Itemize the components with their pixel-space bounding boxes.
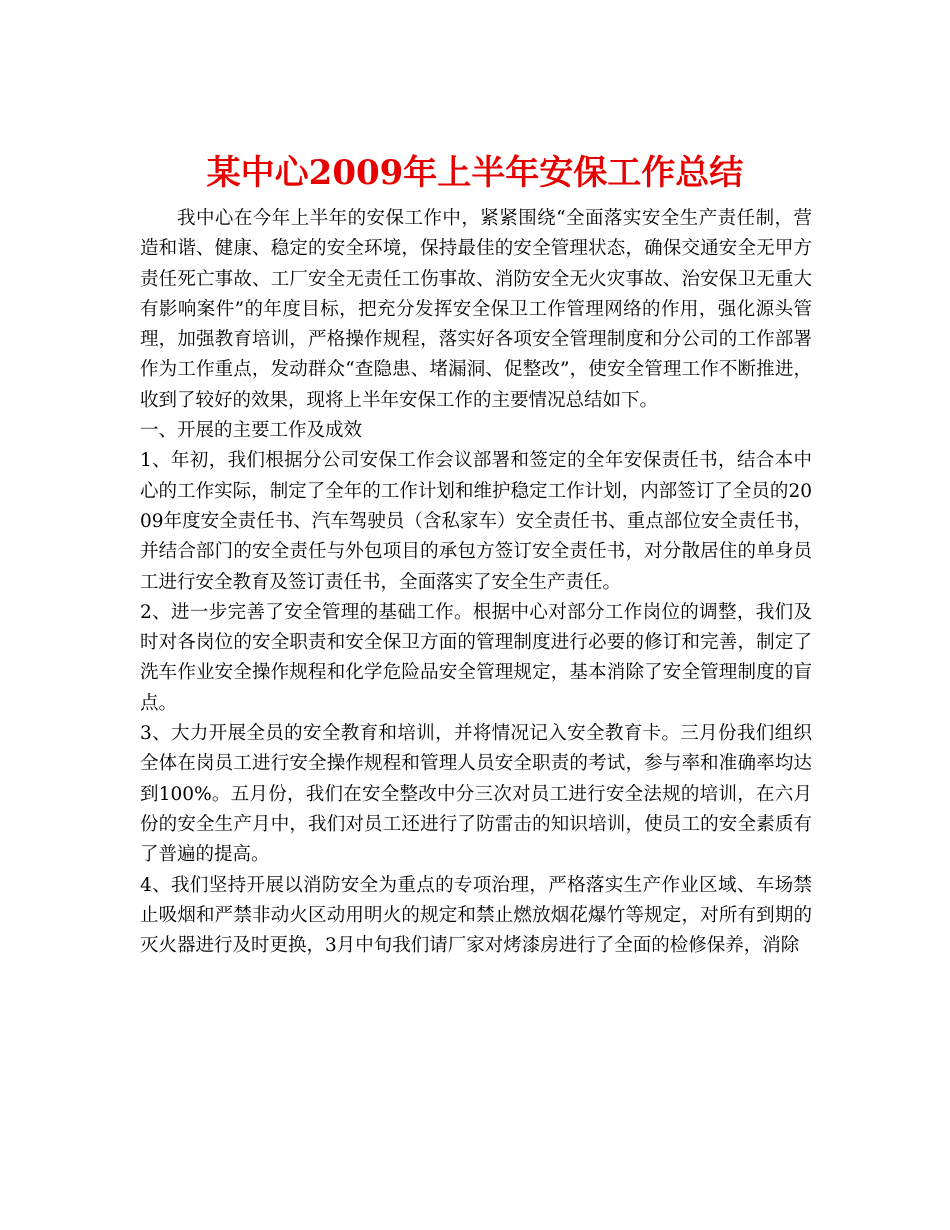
list-item: 3、大力开展全员的安全教育和培训，并将情况记入安全教育卡。三月份我们组织全体在岗员工进行安全操作规程和管理人员安全职责的考试，参与率和准确率均达到100%。五月份，我们在安全整改中分三次对员工进行安全法规的培训，在六月份的安全生产月中，我们对员工还进行了防雷击的知识培训，使员工的安全素质有了普遍的提高。 bbox=[140, 723, 812, 866]
intro-paragraph: 我中心在今年上半年的安保工作中，紧紧围绕“全面落实安全生产责任制，营造和谐、健康、稳定的安全环境，保持最佳的安全管理状态，确保交通安全无甲方责任死亡事故、工厂安全无责任工伤事故、消防安全无火灾事故、治安保卫无重大有影响案件”的年度目标，把充分发挥安全保卫工作管理网络的作用，强化源头管理，加强教育培训，严格操作规程，落实好各项安全管理制度和分公司的工作部署作为工作重点，发动群众“查隐患、堵漏洞、促整改”，使安全管理工作不断推进，收到了较好的效果，现将上半年安保工作的主要情况总结如下。 bbox=[140, 208, 812, 411]
list-item: 4、我们坚持开展以消防安全为重点的专项治理，严格落实生产作业区域、车场禁止吸烟和严禁非动火区动用明火的规定和禁止燃放烟花爆竹等规定，对所有到期的灭火器进行及时更换，3月中旬我们请厂家对烤漆房进行了全面的检修保养，消除 bbox=[140, 874, 812, 957]
section-heading: 一、开展的主要工作及成效 bbox=[140, 420, 363, 442]
list-item: 1、年初，我们根据分公司安保工作会议部署和签定的全年安保责任书，结合本中心的工作实际，制定了全年的工作计划和维护稳定工作计划，内部签订了全员的2009年度安全责任书、汽车驾驶员（含私家车）安全责任书、重点部位安全责任书，并结合部门的安全责任与外包项目的承包方签订安全责任书，对分散居住的单身员工进行安全教育及签订责任书，全面落实了安全生产责任。 bbox=[140, 450, 812, 593]
list-item: 2、进一步完善了安全管理的基础工作。根据中心对部分工作岗位的调整，我们及时对各岗位的安全职责和安全保卫方面的管理制度进行必要的修订和完善，制定了洗车作业安全操作规程和化学危险品安全管理规定，基本消除了安全管理制度的盲点。 bbox=[140, 601, 812, 714]
document-title: 某中心2009年上半年安保工作总结 bbox=[206, 152, 744, 193]
document-body bbox=[140, 204, 812, 961]
